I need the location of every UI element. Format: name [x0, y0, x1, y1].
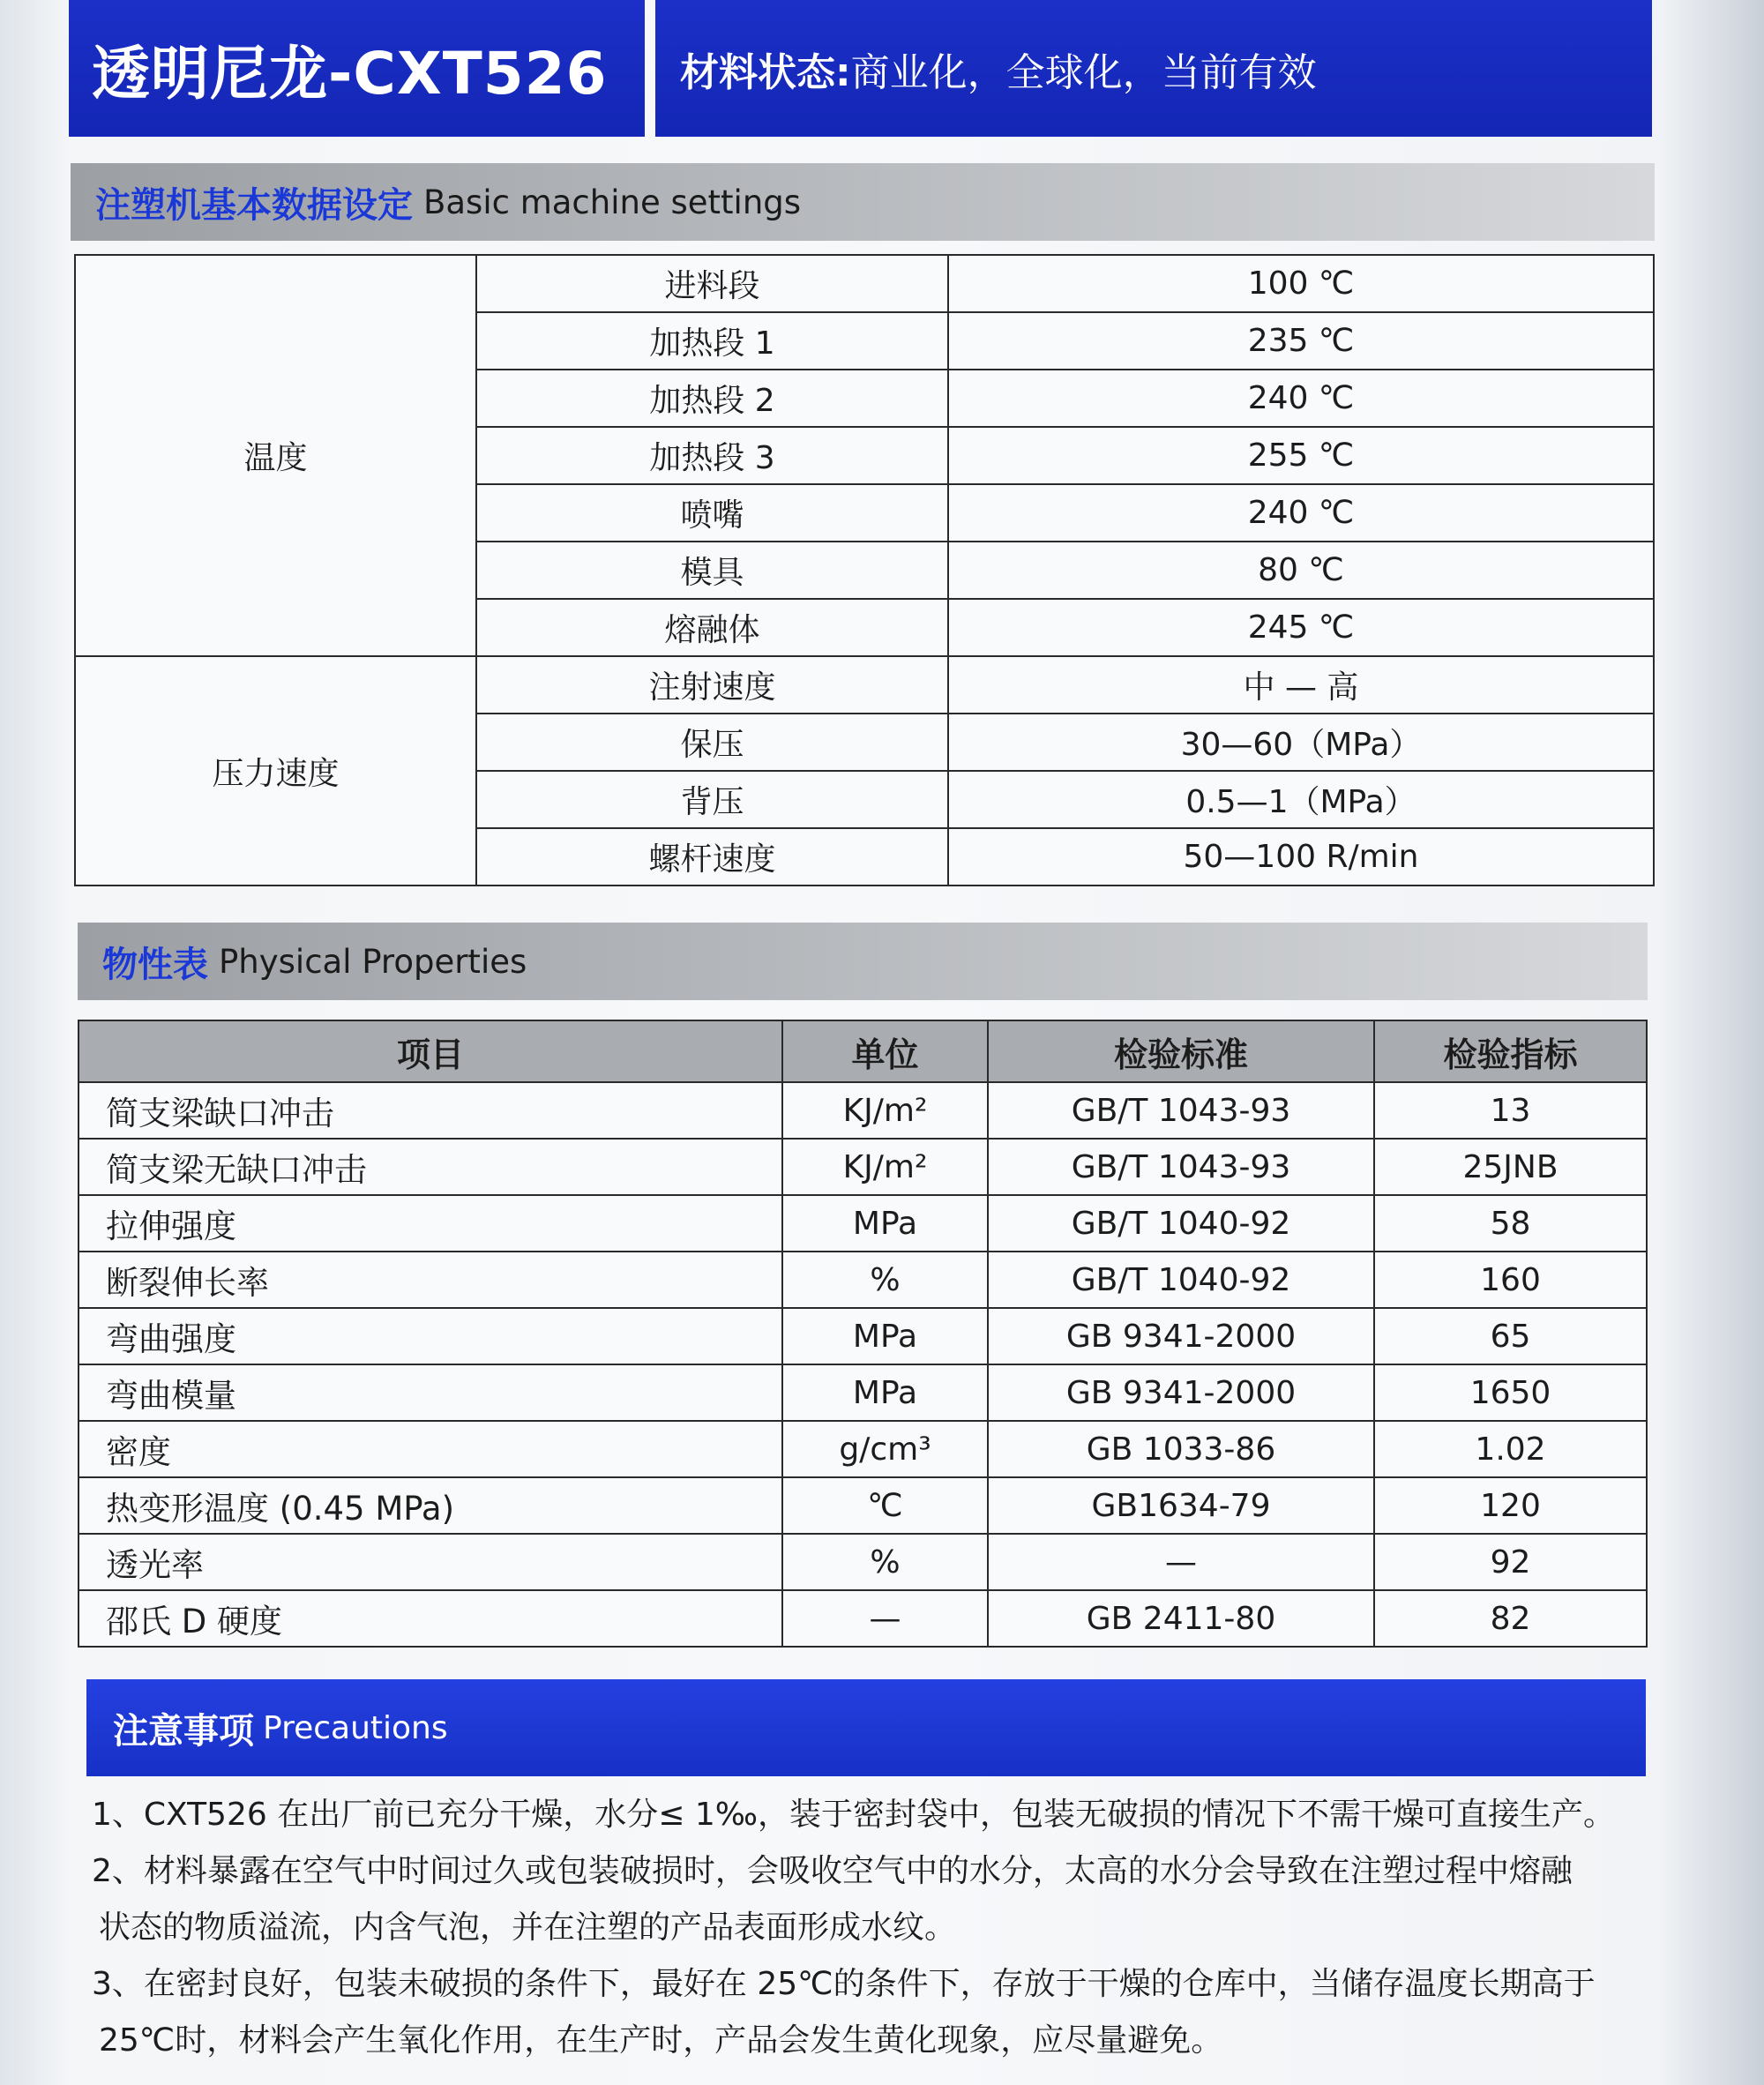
setting-value: 100 ℃ [948, 255, 1654, 312]
setting-item: 背压 [476, 771, 948, 828]
property-standard: — [988, 1534, 1374, 1590]
setting-item: 进料段 [476, 255, 948, 312]
property-name: 邵氏 D 硬度 [78, 1590, 782, 1647]
setting-item: 模具 [476, 542, 948, 599]
property-unit: MPa [782, 1308, 988, 1364]
property-value: 120 [1374, 1477, 1647, 1534]
property-name: 简支梁缺口冲击 [78, 1082, 782, 1139]
property-unit: KJ/m² [782, 1082, 988, 1139]
property-standard: GB 2411-80 [988, 1590, 1374, 1647]
property-unit: MPa [782, 1364, 988, 1421]
table-row [78, 1139, 1647, 1195]
physical-properties-heading [78, 923, 1648, 1000]
property-unit: g/cm³ [782, 1421, 988, 1477]
precaution-line: 2、材料暴露在空气中时间过久或包装破损时，会吸收空气中的水分，太高的水分会导致在注塑过程中熔融 [92, 1853, 1573, 1889]
group-label-pressure-speed: 压力速度 [75, 656, 476, 886]
property-value: 58 [1374, 1195, 1647, 1252]
property-unit: % [782, 1534, 988, 1590]
table-row [78, 1308, 1647, 1364]
material-status [655, 41, 1317, 97]
material-status-value: 商业化，全球化，当前有效 [850, 49, 1317, 95]
property-standard: GB 9341-2000 [988, 1308, 1374, 1364]
property-unit: % [782, 1252, 988, 1308]
setting-value: 240 ℃ [948, 484, 1654, 542]
column-header-standard: 检验标准 [988, 1020, 1374, 1082]
property-unit: KJ/m² [782, 1139, 988, 1195]
property-name: 简支梁无缺口冲击 [78, 1139, 782, 1195]
setting-item: 熔融体 [476, 599, 948, 656]
column-header-value: 检验指标 [1374, 1020, 1647, 1082]
property-standard: GB 1033-86 [988, 1421, 1374, 1477]
physical-properties-table [78, 1020, 1648, 1648]
property-value: 1650 [1374, 1364, 1647, 1421]
property-name: 断裂伸长率 [78, 1252, 782, 1308]
precautions-title-zh: 注意事项 [113, 1710, 254, 1752]
property-standard: GB/T 1040-92 [988, 1195, 1374, 1252]
setting-item: 注射速度 [476, 656, 948, 714]
precautions-title-en: Precautions [263, 1709, 448, 1746]
precaution-line: 25℃时，材料会产生氧化作用，在生产时，产品会发生黄化现象，应尽量避免。 [99, 2022, 1223, 2059]
property-value: 92 [1374, 1534, 1647, 1590]
setting-item: 保压 [476, 714, 948, 771]
property-value: 25JNB [1374, 1139, 1647, 1195]
table-row [78, 1082, 1647, 1139]
setting-value: 80 ℃ [948, 542, 1654, 599]
column-header-unit: 单位 [782, 1020, 988, 1082]
setting-value: 50—100 R/min [948, 828, 1654, 886]
table-row [75, 656, 1654, 714]
table-row [78, 1477, 1647, 1534]
product-title: 透明尼龙-CXT526 [92, 40, 608, 108]
property-standard: GB/T 1043-93 [988, 1082, 1374, 1139]
setting-item: 螺杆速度 [476, 828, 948, 886]
property-name: 弯曲强度 [78, 1308, 782, 1364]
property-name: 热变形温度 (0.45 MPa) [78, 1477, 782, 1534]
property-standard: GB 9341-2000 [988, 1364, 1374, 1421]
product-title-banner [69, 0, 645, 137]
property-value: 65 [1374, 1308, 1647, 1364]
property-name: 透光率 [78, 1534, 782, 1590]
precaution-line: 3、在密封良好，包装未破损的条件下，最好在 25℃的条件下，存放于干燥的仓库中，当储存温度长期高于 [92, 1966, 1596, 2002]
precautions-list [92, 1787, 1671, 2069]
property-standard: GB1634-79 [988, 1477, 1374, 1534]
setting-value: 255 ℃ [948, 427, 1654, 484]
setting-value: 中 — 高 [948, 656, 1654, 714]
table-row [75, 255, 1654, 312]
machine-settings-title-en: Basic machine settings [423, 183, 802, 221]
property-unit: ℃ [782, 1477, 988, 1534]
setting-item: 加热段 3 [476, 427, 948, 484]
property-name: 拉伸强度 [78, 1195, 782, 1252]
setting-item: 加热段 2 [476, 370, 948, 427]
setting-item: 喷嘴 [476, 484, 948, 542]
setting-value: 240 ℃ [948, 370, 1654, 427]
precaution-line: 1、CXT526 在出厂前已充分干燥，水分≤ 1‰，装于密封袋中，包装无破损的情况下不需干燥可直接生产。 [92, 1797, 1616, 1833]
machine-settings-table [74, 254, 1655, 886]
property-unit: — [782, 1590, 988, 1647]
group-label-temperature: 温度 [75, 255, 476, 656]
property-name: 密度 [78, 1421, 782, 1477]
setting-item: 加热段 1 [476, 312, 948, 370]
property-standard: GB/T 1043-93 [988, 1139, 1374, 1195]
physical-properties-title-en: Physical Properties [219, 942, 527, 981]
material-status-banner [655, 0, 1652, 137]
property-standard: GB/T 1040-92 [988, 1252, 1374, 1308]
physical-properties-title-zh: 物性表 [102, 944, 208, 985]
table-row [78, 1421, 1647, 1477]
table-row [78, 1534, 1647, 1590]
precautions-heading [86, 1679, 1646, 1776]
table-row [78, 1195, 1647, 1252]
setting-value: 0.5—1（MPa） [948, 771, 1654, 828]
column-header-item: 项目 [78, 1020, 782, 1082]
setting-value: 30—60（MPa） [948, 714, 1654, 771]
property-name: 弯曲模量 [78, 1364, 782, 1421]
setting-value: 245 ℃ [948, 599, 1654, 656]
table-row [78, 1590, 1647, 1647]
property-unit: MPa [782, 1195, 988, 1252]
table-row [78, 1252, 1647, 1308]
machine-settings-heading [71, 163, 1655, 241]
table-row [78, 1364, 1647, 1421]
property-value: 13 [1374, 1082, 1647, 1139]
machine-settings-title-zh: 注塑机基本数据设定 [95, 184, 413, 226]
property-value: 160 [1374, 1252, 1647, 1308]
table-header-row [78, 1020, 1647, 1082]
property-value: 82 [1374, 1590, 1647, 1647]
precaution-line: 状态的物质溢流，内含气泡，并在注塑的产品表面形成水纹。 [99, 1909, 957, 1946]
material-status-label: 材料状态: [680, 49, 851, 95]
property-value: 1.02 [1374, 1421, 1647, 1477]
setting-value: 235 ℃ [948, 312, 1654, 370]
